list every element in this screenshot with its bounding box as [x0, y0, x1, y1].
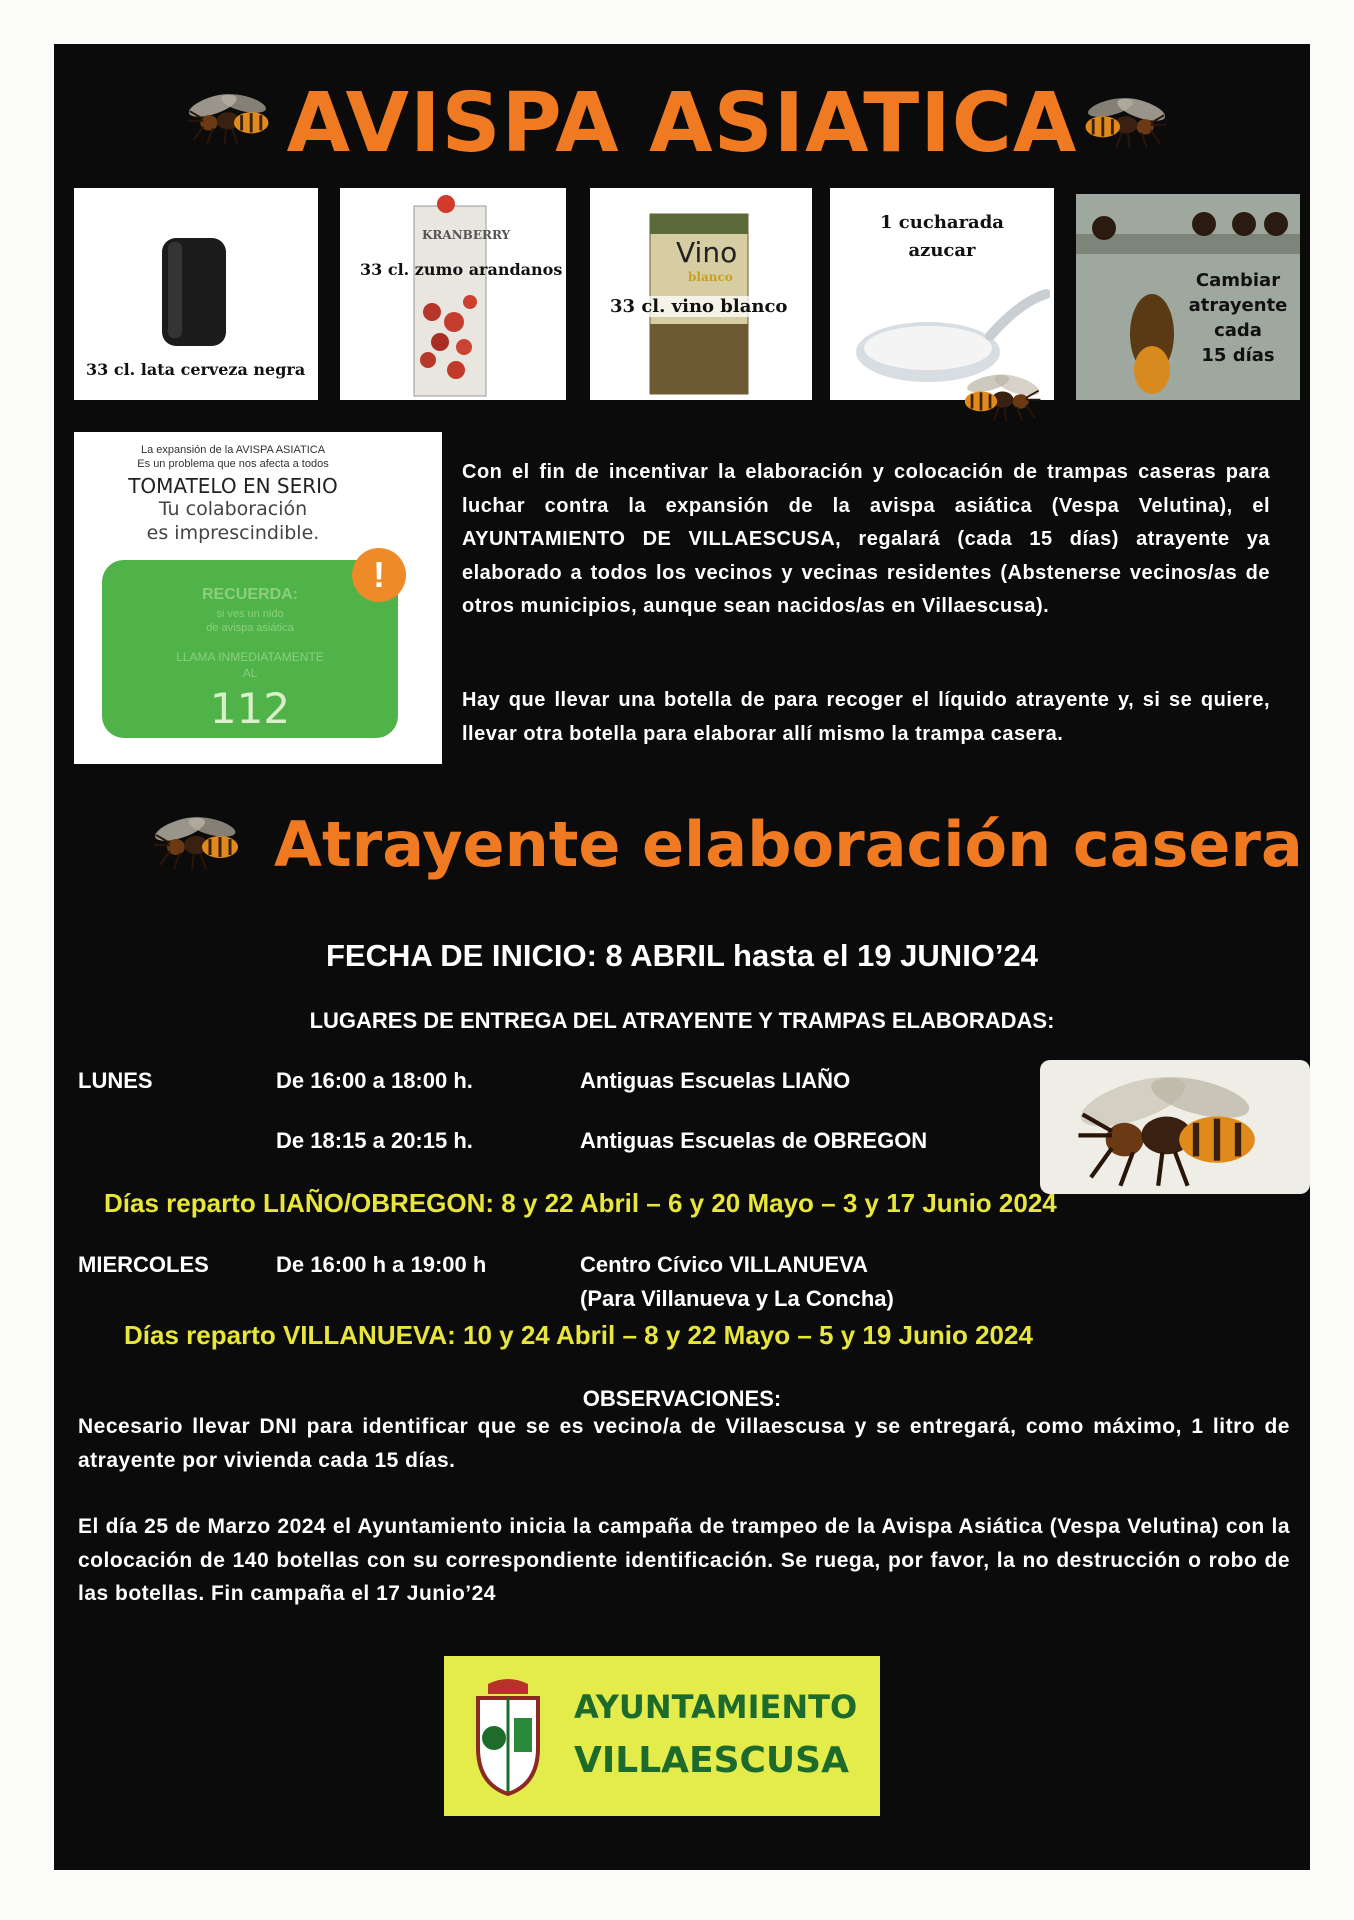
date-range: FECHA DE INICIO: 8 ABRIL hasta el 19 JUNIO’24	[325, 938, 1039, 973]
warning-green-box	[102, 560, 398, 738]
warning-box-line5: AL	[242, 666, 258, 680]
warning-box-line3: de avispa asiática	[206, 622, 294, 634]
coat-of-arms-icon	[466, 1674, 550, 1800]
warning-line1: La expansión de la AVISPA ASIATICA	[140, 444, 326, 456]
ingredient-beer	[74, 188, 318, 400]
monday-slot1-time: De 16:00 a 18:00 h.	[276, 1068, 473, 1093]
wine-brand: Vino	[676, 236, 738, 269]
section-title: Atrayente elaboración casera	[274, 808, 1303, 881]
warning-line2: Es un problema que nos afecta a todos	[137, 458, 329, 470]
warning-box-line1: RECUERDA:	[202, 586, 298, 603]
warning-box-line2: si ves un nido	[216, 608, 284, 620]
cranberry-label: 33 cl. zumo arandanos	[360, 260, 563, 279]
wasp-photo	[1040, 1060, 1310, 1194]
monday-slot1-place: Antiguas Escuelas LIAÑO	[580, 1068, 851, 1093]
beer-can-icon	[156, 232, 232, 352]
wednesday-place: Centro Cívico VILLANUEVA	[580, 1252, 869, 1277]
warning-line5: es imprescindible.	[146, 522, 320, 544]
town-logo	[444, 1656, 880, 1816]
change-line3: cada	[1214, 320, 1262, 341]
wednesday-place-note: (Para Villanueva y La Concha)	[580, 1286, 894, 1311]
change-line2: atrayente	[1188, 295, 1288, 316]
ingredient-cranberry	[340, 188, 566, 400]
logo-line1: AYUNTAMIENTO	[574, 1688, 858, 1726]
beer-label: 33 cl. lata cerveza negra	[86, 360, 306, 379]
wasp-icon	[954, 366, 1044, 426]
change-line1: Cambiar	[1195, 270, 1281, 291]
page-title: AVISPA ASIATICA	[286, 76, 1078, 171]
alert-icon: !	[352, 548, 406, 602]
warning-card	[74, 432, 442, 764]
places-heading: LUGARES DE ENTREGA DEL ATRAYENTE Y TRAMPAS ELABORADAS:	[309, 1008, 1055, 1033]
wine-brand-small: blanco	[688, 270, 733, 284]
wine-label: 33 cl. vino blanco	[610, 296, 788, 317]
wednesday-time: De 16:00 h a 19:00 h	[276, 1252, 487, 1277]
intro-paragraph-1: Con el fin de incentivar la elaboración y colocación de trampas caseras para luchar contra la expansión de la avispa asiática (Vespa Velutina), el AYUNTAMIENTO DE VILLAESCUSA, regalará (cada 15 días) atrayente ya elaborado a todos los vecinos y vecinas residentes (Abstenerse vecinos/as de otros municipios, aunque sean nacidos/as en Villaescusa).	[462, 461, 1270, 617]
change-label	[1176, 268, 1300, 368]
monday-label: LUNES	[78, 1068, 153, 1093]
cranberry-brand: KRANBERRY	[422, 228, 511, 242]
wasp-icon	[1074, 88, 1170, 154]
warning-line4: Tu colaboración	[158, 498, 308, 520]
juice-carton-icon	[410, 192, 490, 398]
warning-phone: 112	[209, 684, 291, 733]
wednesday-dates: Días reparto VILLANUEVA: 10 y 24 Abril – 8 y 22 Mayo – 5 y 19 Junio 2024	[124, 1320, 1033, 1350]
warning-line3: TOMATELO EN SERIO	[128, 474, 338, 498]
monday-slot2-time: De 18:15 a 20:15 h.	[276, 1128, 473, 1153]
sugar-label-line1: 1 cucharada	[880, 212, 1004, 233]
logo-line2: VILLAESCUSA	[574, 1740, 849, 1781]
ingredient-change-trap	[1076, 194, 1300, 400]
poster	[54, 44, 1310, 1870]
observations-paragraph-2: El día 25 de Marzo 2024 el Ayuntamiento inicia la campaña de trampeo de la Avispa Asiática (Vespa Velutina) con la colocación de 140 botellas con su correspondiente identificación. Se ruega, por favor, la no destrucción o robo de las botellas. Fin campaña el 17 Junio’24	[78, 1515, 1290, 1605]
wasp-icon	[150, 806, 250, 876]
sugar-label-line2: azucar	[908, 240, 976, 261]
observations-heading: OBSERVACIONES:	[582, 1386, 782, 1411]
monday-dates: Días reparto LIAÑO/OBREGON: 8 y 22 Abril – 6 y 20 Mayo – 3 y 17 Junio 2024	[104, 1188, 1057, 1218]
warning-box-line4: LLAMA INMEDIATAMENTE	[176, 650, 324, 664]
hornet-icon	[1060, 1064, 1290, 1190]
monday-slot2-place: Antiguas Escuelas de OBREGON	[580, 1128, 928, 1153]
intro-paragraph-2: Hay que llevar una botella de para recoger el líquido atrayente y, si se quiere, llevar otra botella para elaborar allí mismo la trampa casera.	[462, 689, 1270, 745]
wednesday-label: MIERCOLES	[78, 1252, 209, 1277]
change-line4: 15 días	[1201, 345, 1275, 366]
observations-paragraph-1: Necesario llevar DNI para identificar que se es vecino/a de Villaescusa y se entregará, como máximo, 1 litro de atrayente por vivienda cada 15 días.	[78, 1415, 1290, 1472]
ingredient-wine	[590, 188, 812, 400]
